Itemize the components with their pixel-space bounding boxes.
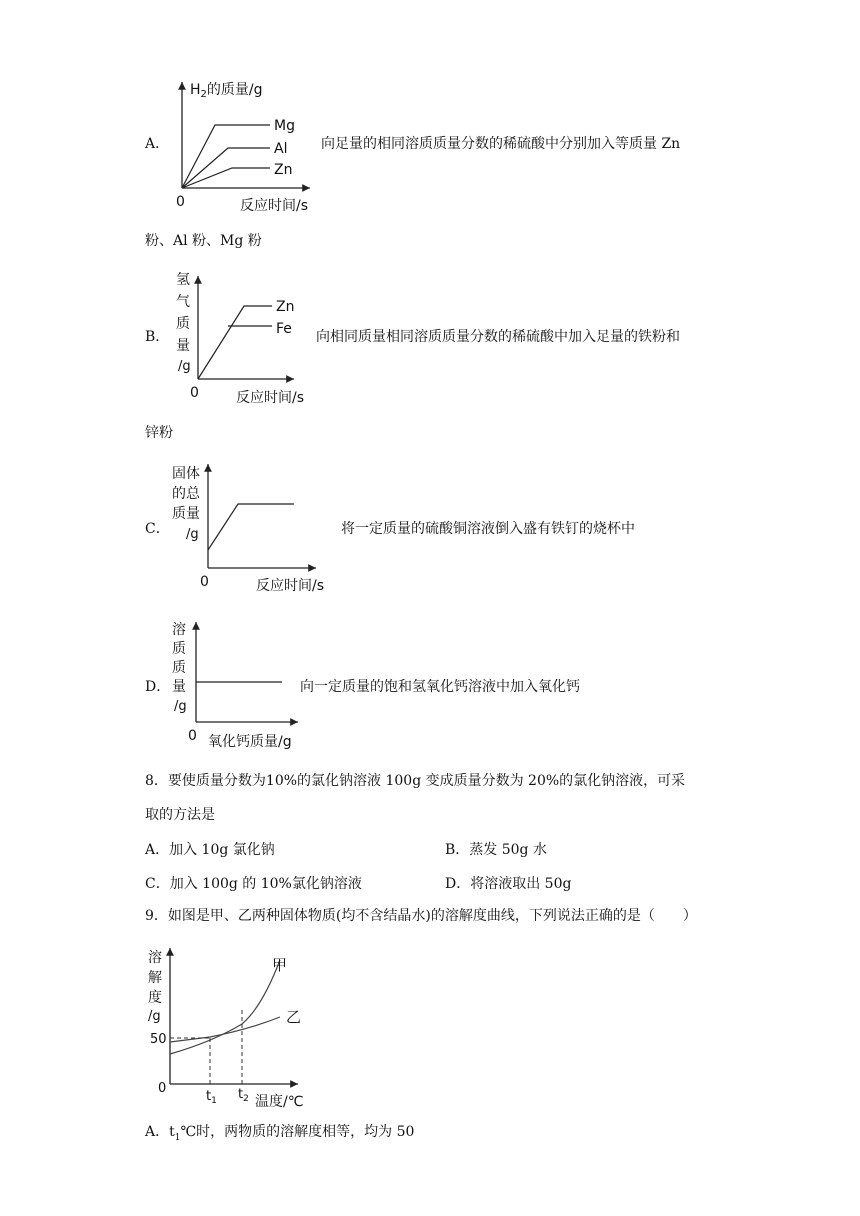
option-description: 向一定质量的饱和氢氧化钙溶液中加入氧化钙: [300, 679, 580, 695]
origin-label: 0: [158, 1081, 167, 1096]
x-axis-label: 氧化钙质量/g: [208, 734, 292, 750]
curve-label-jia: 甲: [272, 956, 288, 974]
option-c[interactable]: C．加入 100g 的 10%氯化钠溶液: [145, 876, 362, 892]
y-axis-label-3: 质: [172, 660, 186, 676]
option-description: 将一定质量的硫酸铜溶液倒入盛有铁钉的烧杯中: [341, 521, 635, 537]
y-axis-label-1: 氢: [176, 272, 190, 288]
question-stem: 9．如图是甲、乙两种固体物质(均不含结晶水)的溶解度曲线，下列说法正确的是（ ）: [145, 908, 697, 924]
option-letter: B．: [145, 329, 170, 345]
series-label-fe: Fe: [276, 321, 292, 337]
y-axis-label-2: 气: [176, 294, 190, 310]
curve-label-yi: 乙: [286, 1008, 302, 1026]
origin-label: 0: [188, 728, 197, 744]
y-axis-label-1: 固体: [172, 466, 200, 482]
y-axis-label-4: 量: [172, 679, 186, 695]
y-axis-label-3: 质量: [172, 506, 200, 522]
option-b[interactable]: B．蒸发 50g 水: [445, 842, 547, 858]
graph-b-chart: [172, 266, 322, 406]
option-a[interactable]: A．$t_1℃$时，两物质的溶解度相等，均为 50: [145, 1124, 415, 1143]
option-description: 向足量的相同溶质质量分数的稀硫酸中分别加入等质量 Zn: [321, 136, 681, 152]
graph-c-chart: [168, 458, 338, 598]
option-description-cont: 锌粉: [145, 425, 173, 441]
solubility-chart: [142, 942, 312, 1112]
origin-label: 0: [200, 574, 209, 590]
x-axis-label: 反应时间/s: [256, 578, 325, 594]
y-axis-label-1: 溶: [172, 622, 186, 638]
y-axis-label-3: 质: [176, 316, 190, 332]
x-axis-label: 反应时间/s: [236, 390, 305, 406]
y-axis-label-4: /g: [148, 1009, 161, 1024]
tick-label-50: 50: [150, 1032, 167, 1047]
y-axis-label-2: 质: [172, 641, 186, 657]
y-axis-label-5: /g: [174, 699, 187, 714]
option-letter: C．: [145, 521, 170, 537]
y-axis-label-2: 的总: [172, 486, 200, 502]
y-axis-label-4: /g: [186, 527, 199, 542]
y-axis-label: $H_2$的质量/g: [190, 82, 263, 100]
option-description-cont: 粉、Al 粉、Mg 粉: [145, 233, 262, 249]
y-axis-label-2: 解: [148, 970, 162, 986]
y-axis-label-3: 度: [148, 990, 162, 1006]
series-label-zn: Zn: [276, 299, 295, 315]
question-stem-line1: 8．要使质量分数为10%的氯化钠溶液 100g 变成质量分数为 20%的氯化钠溶液，可采: [145, 773, 686, 789]
series-label-zn: Zn: [274, 162, 293, 178]
origin-label: 0: [190, 385, 199, 401]
option-letter: A．: [145, 136, 170, 152]
series-label-al: Al: [274, 141, 288, 157]
y-axis-label-5: /g: [178, 359, 191, 374]
tick-label-t1: $t_1$: [206, 1089, 217, 1106]
option-d[interactable]: D．将溶液取出 50g: [445, 876, 572, 892]
origin-label: 0: [176, 194, 185, 210]
option-a[interactable]: A．加入 10g 氯化钠: [145, 842, 275, 858]
question-stem-line2: 取的方法是: [145, 807, 215, 823]
option-description: 向相同质量相同溶质质量分数的稀硫酸中加入足量的铁粉和: [316, 329, 680, 345]
x-axis-label: 反应时间/s: [240, 198, 309, 214]
option-letter: D．: [145, 679, 171, 695]
x-axis-label: 温度/℃: [255, 1094, 304, 1110]
y-axis-label-1: 溶: [148, 950, 162, 966]
series-label-mg: Mg: [274, 118, 295, 134]
graph-a-chart: [170, 78, 330, 213]
y-axis-label-4: 量: [176, 338, 190, 354]
tick-label-t2: $t_2$: [238, 1087, 249, 1104]
